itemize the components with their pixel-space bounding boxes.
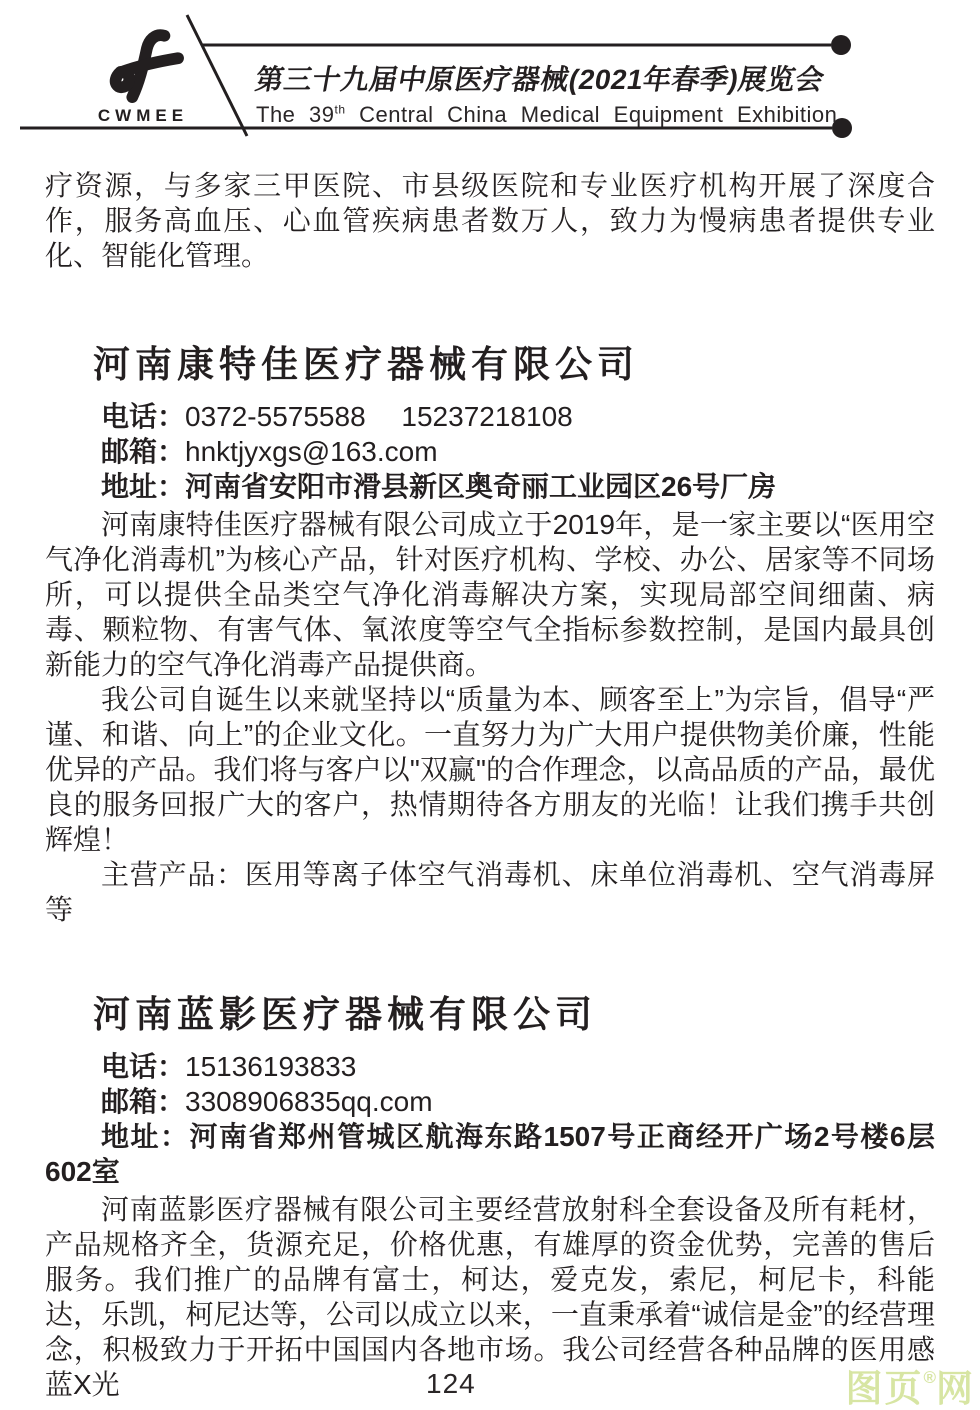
title-en-ordinal: th: [334, 102, 346, 117]
phone-label: 电话：: [101, 1051, 186, 1082]
phone-value: 15136193833: [185, 1051, 357, 1082]
company-address-line: [45, 1119, 935, 1189]
address-label: 地址：: [101, 471, 186, 502]
cwmee-logo-icon: [100, 26, 186, 104]
company-description: [45, 1192, 935, 1402]
title-en-pre: The 39: [256, 102, 335, 127]
cwmee-logo-text: CWMEE: [97, 106, 189, 125]
address-value: 河南省安阳市滑县新区奥奇丽工业园区26号厂房: [185, 471, 777, 502]
company-name: 河南蓝影医疗器械有限公司: [93, 994, 597, 1035]
phone-label: 电话：: [101, 401, 186, 432]
phone-value: 0372-5575588 15237218108: [185, 401, 573, 432]
company-section-lanying: [45, 993, 935, 1402]
watermark-part2: 网: [936, 1368, 975, 1409]
company-paragraph: 河南康特佳医疗器械有限公司成立于2019年，是一家主要以“医用空气净化消毒机”为核心产品，针对医疗机构、学校、办公、居家等不同场所，可以提供全品类空气净化消毒解决方案，实现局部空间细菌、病毒、颗粒物、有害气体、氧浓度等空气全指标参数控制，是国内最具创新能力的空气净化消毒产品提供商。: [45, 509, 935, 680]
company-phone-line: [45, 1049, 935, 1084]
company-section-kangtejia: [45, 343, 935, 927]
exhibition-titles: [253, 58, 838, 128]
company-phone-line: [45, 399, 935, 434]
page-content: [0, 168, 980, 1402]
email-value: 3308906835qq.com: [185, 1086, 433, 1117]
tuyewang-watermark: [845, 1356, 975, 1410]
company-paragraph: 河南蓝影医疗器械有限公司主要经营放射科全套设备及所有耗材，产品规格齐全，货源充足，价格优惠，有雄厚的资金优势，完善的售后服务。我们推广的品牌有富士，柯达，爱克发，索尼，柯尼卡，科能达，乐凯，柯尼达等，公司以成立以来，一直秉承着“诚信是金”的经营理念，积极致力于开拓中国国内各地市场。我公司经营各种品牌的医用感蓝X光: [45, 1194, 935, 1400]
address-value: 河南省郑州管城区航海东路1507号正商经开广场2号楼6层602室: [45, 1121, 935, 1187]
company-name: 河南康特佳医疗器械有限公司: [93, 344, 639, 385]
address-label: 地址：: [101, 1121, 190, 1152]
company-description: [45, 507, 935, 927]
email-value: hnktjyxgs@163.com: [185, 436, 438, 467]
page-number: 124: [426, 1368, 476, 1399]
registered-trademark-icon: ®: [923, 1368, 936, 1387]
exhibition-title-en: [256, 102, 837, 128]
title-en-post: Central China Medical Equipment Exhibition: [345, 102, 838, 127]
email-label: 邮箱：: [101, 436, 186, 467]
company-main-products: 主营产品：医用等离子体空气消毒机、床单位消毒机、空气消毒屏等: [45, 859, 935, 925]
company-email-line: [45, 1084, 935, 1119]
watermark-part1: 图页: [845, 1368, 924, 1409]
exhibition-title-cn: 第三十九届中原医疗器械(2021年春季)展览会: [253, 64, 827, 95]
email-label: 邮箱：: [101, 1086, 186, 1117]
company-email-line: [45, 434, 935, 469]
company-address-line: [45, 469, 935, 504]
cwmee-logo: [88, 26, 198, 126]
page-header: [0, 0, 980, 160]
intro-paragraph: 疗资源，与多家三甲医院、市县级医院和专业医疗机构开展了深度合作，服务高血压、心血管疾病患者数万人，致力为慢病患者提供专业化、智能化管理。: [45, 170, 935, 271]
company-paragraph: 我公司自诞生以来就坚持以“质量为本、顾客至上”为宗旨，倡导“严谨、和谐、向上”的企业文化。一直努力为广大用户提供物美价廉，性能优异的产品。我们将与客户以"双赢"的合作理念，以高品质的产品，最优良的服务回报广大的客户，热情期待各方朋友的光临！让我们携手共创辉煌！: [45, 684, 935, 855]
